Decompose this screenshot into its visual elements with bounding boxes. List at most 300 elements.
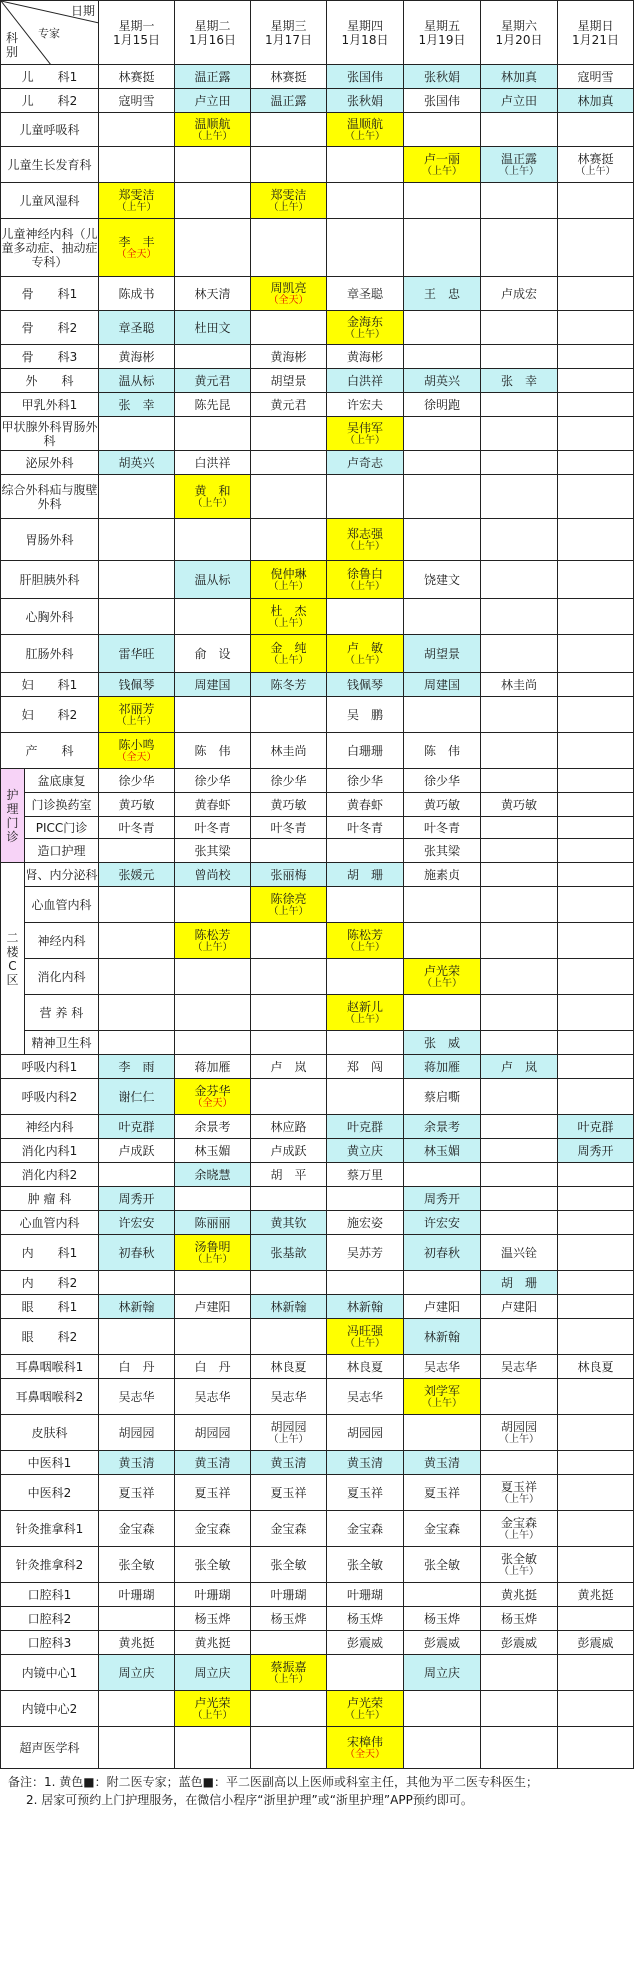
corner-date-label: 日期 bbox=[71, 4, 96, 18]
doctor-name: 林天清 bbox=[194, 286, 231, 301]
schedule-cell bbox=[175, 1379, 251, 1415]
dept-row bbox=[1, 475, 634, 519]
dept-name: 耳鼻咽喉科1 bbox=[1, 1355, 99, 1379]
doctor-name: 余晓慧 bbox=[194, 1167, 231, 1182]
dept-row bbox=[1, 1055, 634, 1079]
schedule-cell bbox=[99, 1655, 175, 1691]
dept-name: 肾、内分泌科 bbox=[25, 863, 99, 887]
schedule-cell bbox=[99, 1511, 175, 1547]
doctor-name: 温兴铨 bbox=[500, 1245, 537, 1260]
schedule-cell bbox=[327, 1319, 404, 1355]
schedule-cell bbox=[558, 1031, 634, 1055]
doctor-name: 周建国 bbox=[194, 677, 231, 692]
doctor-name: 余景考 bbox=[423, 1119, 460, 1134]
schedule-cell bbox=[404, 1607, 481, 1631]
dept-name: 泌尿外科 bbox=[1, 451, 99, 475]
doctor-name: 徐少华 bbox=[423, 773, 460, 788]
schedule-cell bbox=[481, 1055, 558, 1079]
dept-name: PICC门诊 bbox=[25, 817, 99, 839]
dept-name: 心胸外科 bbox=[1, 599, 99, 635]
schedule-cell bbox=[404, 793, 481, 817]
schedule-cell bbox=[327, 1163, 404, 1187]
dept-name: 儿童生长发育科 bbox=[1, 147, 99, 183]
schedule-cell bbox=[404, 1163, 481, 1187]
schedule-cell bbox=[327, 219, 404, 277]
doctor-name: 周秀开 bbox=[118, 1191, 155, 1206]
doctor-name: 卢 岚 bbox=[270, 1059, 307, 1074]
doctor-name: 余景考 bbox=[194, 1119, 231, 1134]
dept-name: 外 科 bbox=[1, 369, 99, 393]
schedule-cell bbox=[481, 1295, 558, 1319]
schedule-cell bbox=[481, 113, 558, 147]
dept-name: 妇 科2 bbox=[1, 697, 99, 733]
schedule-cell bbox=[404, 959, 481, 995]
header-day-2 bbox=[175, 1, 251, 65]
doctor-name: 黄海彬 bbox=[118, 349, 155, 364]
schedule-cell bbox=[327, 1115, 404, 1139]
doctor-name: 张国伟 bbox=[346, 69, 383, 84]
doctor-name: 胡英兴 bbox=[118, 455, 155, 470]
dept-name: 皮肤科 bbox=[1, 1415, 99, 1451]
schedule-cell bbox=[327, 1631, 404, 1655]
footer-line-2: 2. 居家可预约上门护理服务，在微信小程序“浙里护理”或“浙里护理”APP预约即可。 bbox=[26, 1793, 473, 1807]
doctor-name: 夏玉祥 bbox=[500, 1479, 537, 1494]
schedule-cell bbox=[175, 817, 251, 839]
schedule-cell bbox=[327, 345, 404, 369]
session-note: （上午） bbox=[345, 1013, 385, 1025]
schedule-cell bbox=[327, 769, 404, 793]
schedule-cell bbox=[251, 1235, 327, 1271]
schedule-cell bbox=[327, 923, 404, 959]
schedule-cell bbox=[327, 1079, 404, 1115]
schedule-cell bbox=[251, 995, 327, 1031]
dept-row bbox=[1, 1079, 634, 1115]
schedule-cell bbox=[558, 1547, 634, 1583]
dept-name: 耳鼻咽喉科2 bbox=[1, 1379, 99, 1415]
doctor-name: 雷华旺 bbox=[118, 646, 155, 661]
session-note: （上午） bbox=[422, 977, 462, 989]
group-label-text: 二楼C区 bbox=[6, 930, 19, 987]
schedule-cell bbox=[558, 417, 634, 451]
doctor-name: 祁丽芳 bbox=[118, 701, 155, 716]
group-label-floor2 bbox=[1, 863, 25, 1055]
schedule-cell bbox=[99, 1211, 175, 1235]
doctor-name: 林圭尚 bbox=[500, 677, 537, 692]
doctor-name: 温顺航 bbox=[346, 116, 383, 131]
schedule-cell bbox=[558, 561, 634, 599]
schedule-cell bbox=[404, 183, 481, 219]
schedule-cell bbox=[327, 561, 404, 599]
dept-row bbox=[1, 561, 634, 599]
dept-name: 内镜中心1 bbox=[1, 1655, 99, 1691]
doctor-name: 谢仁仁 bbox=[118, 1089, 155, 1104]
schedule-cell bbox=[327, 147, 404, 183]
schedule-cell bbox=[327, 1451, 404, 1475]
schedule-cell bbox=[481, 519, 558, 561]
dept-row bbox=[1, 769, 634, 793]
header-day-4 bbox=[327, 1, 404, 65]
doctor-name: 胡园园 bbox=[118, 1425, 155, 1440]
schedule-cell bbox=[175, 1295, 251, 1319]
doctor-name: 张全敏 bbox=[270, 1557, 307, 1572]
dept-row bbox=[1, 417, 634, 451]
doctor-name: 卢光荣 bbox=[194, 1695, 231, 1710]
schedule-cell bbox=[327, 417, 404, 451]
schedule-cell bbox=[481, 995, 558, 1031]
weekday-label: 星期一 bbox=[118, 18, 155, 33]
schedule-cell bbox=[404, 839, 481, 863]
schedule-cell bbox=[404, 1727, 481, 1769]
schedule-cell bbox=[558, 1115, 634, 1139]
doctor-name: 白珊珊 bbox=[346, 743, 383, 758]
schedule-cell bbox=[558, 1271, 634, 1295]
session-note: （上午） bbox=[345, 434, 385, 446]
schedule-cell bbox=[481, 311, 558, 345]
doctor-name: 初春秋 bbox=[423, 1245, 460, 1260]
doctor-name: 白 丹 bbox=[118, 1359, 155, 1374]
doctor-name: 白洪祥 bbox=[194, 455, 231, 470]
schedule-cell bbox=[99, 1115, 175, 1139]
dept-name: 神经内科 bbox=[25, 923, 99, 959]
schedule-cell bbox=[558, 1139, 634, 1163]
schedule-cell bbox=[327, 1727, 404, 1769]
doctor-name: 温正露 bbox=[500, 151, 537, 166]
schedule-cell bbox=[175, 1163, 251, 1187]
schedule-cell bbox=[481, 1631, 558, 1655]
schedule-cell bbox=[558, 1163, 634, 1187]
schedule-cell bbox=[558, 793, 634, 817]
schedule-cell bbox=[481, 219, 558, 277]
dept-name: 儿童呼吸科 bbox=[1, 113, 99, 147]
schedule-cell bbox=[327, 1235, 404, 1271]
schedule-cell bbox=[251, 519, 327, 561]
schedule-cell bbox=[99, 1031, 175, 1055]
schedule-cell bbox=[99, 113, 175, 147]
dept-name: 儿 科1 bbox=[1, 65, 99, 89]
doctor-name: 张 幸 bbox=[500, 373, 537, 388]
doctor-name: 温顺航 bbox=[194, 116, 231, 131]
schedule-cell bbox=[99, 1235, 175, 1271]
schedule-cell bbox=[558, 1079, 634, 1115]
schedule-cell bbox=[175, 1727, 251, 1769]
doctor-name: 彭震威 bbox=[577, 1635, 614, 1650]
schedule-cell bbox=[175, 1139, 251, 1163]
dept-row bbox=[1, 1451, 634, 1475]
schedule-cell bbox=[558, 1379, 634, 1415]
schedule-cell bbox=[251, 1139, 327, 1163]
doctor-name: 吴伟军 bbox=[346, 420, 383, 435]
schedule-cell bbox=[175, 519, 251, 561]
doctor-name: 胡园园 bbox=[346, 1425, 383, 1440]
date-label: 1月16日 bbox=[189, 32, 236, 47]
dept-row bbox=[1, 345, 634, 369]
dept-row bbox=[1, 1583, 634, 1607]
doctor-name: 叶珊瑚 bbox=[194, 1587, 231, 1602]
doctor-name: 温正露 bbox=[270, 93, 307, 108]
dept-name: 儿 科2 bbox=[1, 89, 99, 113]
schedule-cell bbox=[558, 519, 634, 561]
doctor-name: 张其梁 bbox=[423, 843, 460, 858]
schedule-cell bbox=[175, 561, 251, 599]
schedule-cell bbox=[404, 345, 481, 369]
schedule-cell bbox=[481, 697, 558, 733]
schedule-cell bbox=[327, 697, 404, 733]
schedule-cell bbox=[99, 1355, 175, 1379]
schedule-cell bbox=[404, 863, 481, 887]
group-label-nursing bbox=[1, 769, 25, 863]
session-note: （上午） bbox=[345, 1709, 385, 1721]
schedule-cell bbox=[251, 219, 327, 277]
schedule-cell bbox=[99, 277, 175, 311]
doctor-name: 周秀开 bbox=[577, 1143, 614, 1158]
doctor-name: 卢建阳 bbox=[500, 1299, 537, 1314]
schedule-cell bbox=[251, 183, 327, 219]
dept-row bbox=[1, 1139, 634, 1163]
schedule-cell bbox=[558, 393, 634, 417]
dept-name: 心血管内科 bbox=[1, 1211, 99, 1235]
schedule-cell bbox=[99, 1139, 175, 1163]
dept-name: 肛肠外科 bbox=[1, 635, 99, 673]
schedule-cell bbox=[327, 839, 404, 863]
dept-row bbox=[1, 599, 634, 635]
corner-dept-label: 科别 bbox=[5, 31, 18, 59]
schedule-cell bbox=[481, 183, 558, 219]
session-note: （上午） bbox=[499, 165, 539, 177]
doctor-name: 陈松芳 bbox=[346, 927, 383, 942]
schedule-cell bbox=[251, 417, 327, 451]
doctor-name: 施宏姿 bbox=[346, 1215, 383, 1230]
doctor-name: 陈成书 bbox=[118, 286, 155, 301]
doctor-name: 吴志华 bbox=[270, 1389, 307, 1404]
doctor-name: 陈小鸣 bbox=[118, 737, 155, 752]
schedule-cell bbox=[404, 887, 481, 923]
schedule-cell bbox=[481, 65, 558, 89]
doctor-name: 郑雯洁 bbox=[270, 187, 307, 202]
doctor-name: 蔡万里 bbox=[346, 1167, 383, 1182]
doctor-name: 郑志强 bbox=[346, 526, 383, 541]
doctor-name: 黄元君 bbox=[194, 373, 231, 388]
schedule-cell bbox=[404, 1547, 481, 1583]
schedule-cell bbox=[404, 451, 481, 475]
schedule-cell bbox=[481, 1211, 558, 1235]
schedule-cell bbox=[251, 1727, 327, 1769]
dept-name: 呼吸内科2 bbox=[1, 1079, 99, 1115]
header-row bbox=[1, 1, 634, 65]
schedule-cell bbox=[558, 89, 634, 113]
schedule-cell bbox=[558, 1727, 634, 1769]
schedule-cell bbox=[558, 599, 634, 635]
schedule-cell bbox=[175, 839, 251, 863]
doctor-name: 林玉媚 bbox=[194, 1143, 231, 1158]
schedule-cell bbox=[99, 1583, 175, 1607]
schedule-cell bbox=[481, 475, 558, 519]
dept-row bbox=[1, 697, 634, 733]
doctor-name: 曾尚校 bbox=[194, 867, 231, 882]
schedule-cell bbox=[99, 89, 175, 113]
doctor-name: 叶克群 bbox=[577, 1119, 614, 1134]
schedule-cell bbox=[404, 113, 481, 147]
doctor-name: 林良夏 bbox=[577, 1359, 614, 1374]
schedule-cell bbox=[99, 733, 175, 769]
doctor-name: 卢立田 bbox=[194, 93, 231, 108]
doctor-name: 吴志华 bbox=[194, 1389, 231, 1404]
dept-row bbox=[1, 995, 634, 1031]
schedule-cell bbox=[251, 817, 327, 839]
schedule-cell bbox=[404, 369, 481, 393]
schedule-cell bbox=[558, 995, 634, 1031]
schedule-cell bbox=[558, 733, 634, 769]
weekday-label: 星期五 bbox=[423, 18, 460, 33]
doctor-name: 周秀开 bbox=[423, 1191, 460, 1206]
schedule-cell bbox=[251, 1115, 327, 1139]
schedule-cell bbox=[251, 369, 327, 393]
session-note: （全天） bbox=[116, 248, 157, 260]
session-note: （上午） bbox=[499, 1493, 539, 1505]
schedule-cell bbox=[251, 89, 327, 113]
doctor-name: 叶珊瑚 bbox=[346, 1587, 383, 1602]
doctor-name: 周建国 bbox=[423, 677, 460, 692]
dept-name: 儿童神经内科（儿童多动症、抽动症专科） bbox=[1, 219, 99, 277]
schedule-cell bbox=[99, 1631, 175, 1655]
schedule-cell bbox=[327, 1379, 404, 1415]
schedule-cell bbox=[558, 1055, 634, 1079]
schedule-cell bbox=[175, 863, 251, 887]
schedule-cell bbox=[251, 1475, 327, 1511]
doctor-name: 林赛挺 bbox=[118, 69, 155, 84]
schedule-cell bbox=[251, 673, 327, 697]
doctor-name: 黄海彬 bbox=[346, 349, 383, 364]
schedule-cell bbox=[404, 311, 481, 345]
dept-row bbox=[1, 219, 634, 277]
dept-row bbox=[1, 635, 634, 673]
doctor-name: 林应路 bbox=[270, 1119, 307, 1134]
schedule-cell bbox=[175, 1631, 251, 1655]
schedule-cell bbox=[99, 793, 175, 817]
doctor-name: 卢一丽 bbox=[423, 151, 460, 166]
doctor-name: 张丽梅 bbox=[270, 867, 307, 882]
schedule-cell bbox=[558, 475, 634, 519]
schedule-cell bbox=[558, 1511, 634, 1547]
schedule-cell bbox=[404, 1583, 481, 1607]
schedule-cell bbox=[481, 561, 558, 599]
schedule-cell bbox=[251, 1031, 327, 1055]
schedule-cell bbox=[481, 959, 558, 995]
schedule-cell bbox=[251, 113, 327, 147]
session-note: （上午） bbox=[192, 941, 233, 953]
schedule-cell bbox=[251, 1319, 327, 1355]
dept-name: 甲乳外科1 bbox=[1, 393, 99, 417]
doctor-name: 金宝森 bbox=[118, 1521, 155, 1536]
schedule-cell bbox=[327, 733, 404, 769]
schedule-cell bbox=[404, 561, 481, 599]
schedule-cell bbox=[175, 417, 251, 451]
doctor-name: 施素贞 bbox=[423, 867, 460, 882]
schedule-cell bbox=[404, 1211, 481, 1235]
schedule-cell bbox=[404, 1139, 481, 1163]
session-note: （上午） bbox=[422, 165, 462, 177]
doctor-name: 黄巧敏 bbox=[423, 797, 460, 812]
schedule-cell bbox=[251, 1415, 327, 1451]
dept-name: 骨 科2 bbox=[1, 311, 99, 345]
doctor-name: 金宝森 bbox=[194, 1521, 231, 1536]
schedule-cell bbox=[327, 1271, 404, 1295]
doctor-name: 叶冬青 bbox=[346, 820, 383, 835]
session-note: （上午） bbox=[422, 1397, 462, 1409]
schedule-cell bbox=[404, 1655, 481, 1691]
schedule-cell bbox=[251, 277, 327, 311]
schedule-cell bbox=[558, 635, 634, 673]
session-note: （上午） bbox=[268, 1433, 309, 1445]
doctor-name: 金芬华 bbox=[194, 1083, 231, 1098]
dept-row bbox=[1, 923, 634, 959]
doctor-name: 徐少华 bbox=[118, 773, 155, 788]
schedule-cell bbox=[175, 959, 251, 995]
dept-row bbox=[1, 1547, 634, 1583]
doctor-name: 林赛挺 bbox=[577, 151, 614, 166]
schedule-cell bbox=[404, 1319, 481, 1355]
schedule-cell bbox=[251, 451, 327, 475]
session-note: （上午） bbox=[499, 1433, 539, 1445]
date-label: 1月20日 bbox=[495, 32, 543, 47]
schedule-cell bbox=[481, 1355, 558, 1379]
schedule-cell bbox=[558, 1355, 634, 1379]
schedule-cell bbox=[327, 817, 404, 839]
dept-name: 内 科1 bbox=[1, 1235, 99, 1271]
dept-row bbox=[1, 1235, 634, 1271]
date-label: 1月15日 bbox=[113, 32, 160, 47]
session-note: （上午） bbox=[345, 580, 385, 592]
doctor-name: 陈徐亮 bbox=[270, 891, 307, 906]
schedule-cell bbox=[558, 1631, 634, 1655]
schedule-cell bbox=[251, 599, 327, 635]
schedule-cell bbox=[481, 1115, 558, 1139]
dept-row bbox=[1, 1031, 634, 1055]
schedule-cell bbox=[175, 1583, 251, 1607]
schedule-cell bbox=[99, 1271, 175, 1295]
weekday-label: 星期日 bbox=[577, 18, 614, 33]
doctor-name: 黄元君 bbox=[270, 397, 307, 412]
schedule-cell bbox=[481, 1235, 558, 1271]
dept-row bbox=[1, 959, 634, 995]
schedule-cell bbox=[251, 887, 327, 923]
doctor-name: 黄其钦 bbox=[270, 1215, 307, 1230]
schedule-cell bbox=[558, 183, 634, 219]
doctor-name: 黄兆挺 bbox=[577, 1587, 614, 1602]
schedule-cell bbox=[558, 1319, 634, 1355]
schedule-cell bbox=[251, 769, 327, 793]
schedule-cell bbox=[404, 769, 481, 793]
session-note: （上午） bbox=[345, 130, 385, 142]
doctor-name: 夏玉祥 bbox=[346, 1485, 383, 1500]
dept-name: 肿 瘤 科 bbox=[1, 1187, 99, 1211]
doctor-name: 黄兆挺 bbox=[118, 1635, 155, 1650]
schedule-cell bbox=[99, 599, 175, 635]
dept-row bbox=[1, 183, 634, 219]
session-note: （上午） bbox=[268, 617, 309, 629]
schedule-cell bbox=[327, 1475, 404, 1511]
schedule-cell bbox=[251, 1211, 327, 1235]
doctor-name: 黄巧敏 bbox=[500, 797, 537, 812]
schedule-cell bbox=[175, 1355, 251, 1379]
schedule-cell bbox=[404, 65, 481, 89]
schedule-cell bbox=[404, 1691, 481, 1727]
schedule-cell bbox=[251, 1547, 327, 1583]
dept-name: 胃肠外科 bbox=[1, 519, 99, 561]
header-corner bbox=[1, 1, 99, 65]
dept-name: 盆底康复 bbox=[25, 769, 99, 793]
doctor-name: 林玉媚 bbox=[423, 1143, 460, 1158]
schedule-cell bbox=[175, 475, 251, 519]
